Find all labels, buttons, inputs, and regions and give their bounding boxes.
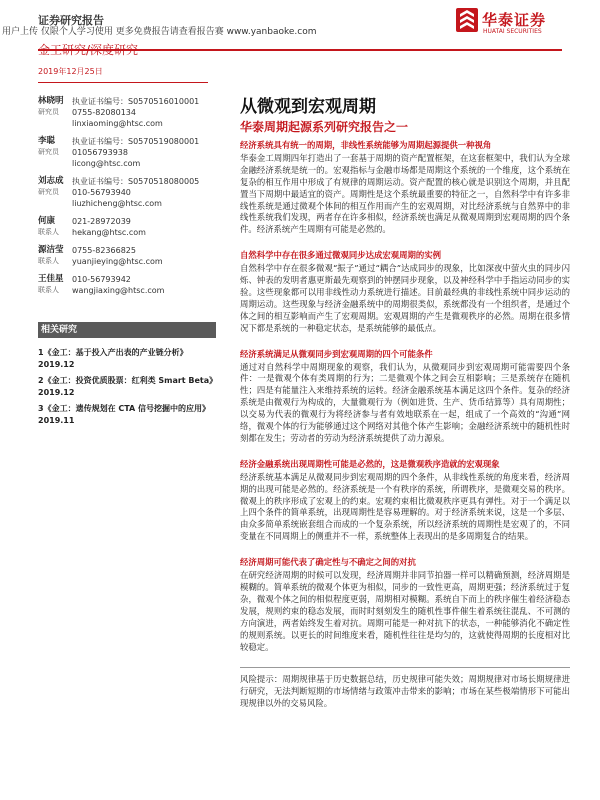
analyst-role: 联系人 <box>38 228 59 236</box>
analyst-phone: 010-56793942 <box>72 275 131 284</box>
related-research-item[interactable]: 3《金工：遗传规划在 CTA 信号挖掘中的应用》2019.11 <box>38 404 211 425</box>
section-paragraph: 在研究经济周期的时候可以发现，经济周期并非同节拍器一样可以精确预测，经济周期是模糊的。简单系统的微观个体更为相似，同步的一致性更高，周期更强；经济系统过于复杂，微观个体之间的相似程度更弱，周期相对模糊。系统自下而上的秩序催生着经济稳态发展，规则约束的稳态发展，而时时刻刻发生的随机性事件催生着系统往混乱、不可测的方向演进，两者始终发生着对抗。周期可能是一种对抗下的状态，一种能够消化不确定性的规则系统。以更长的时间维度来看，随机性往往是均匀的，这就使得周期的长度相对比较稳定。 <box>240 570 570 652</box>
logo-chinese-name: 华泰证券 <box>482 11 547 29</box>
analyst-name: 林晓明 <box>38 96 64 106</box>
section-paragraph: 经济系统基本满足从微观同步到宏观周期的四个条件，从非线性系统的角度来看，经济周期的出现可能是必然的。经济系统是一个有秩序的系统，所谓秩序，是微观交易的秩序。微观上的秩序形成了宏观上的约束。宏观约束相比微观秩序更具有弹性。对于一个满足以上四个条件的简单系统，出现周期性是容易理解的。对于经济系统来说，这是一个多层、由众多简单系统嵌套组合而成的一个复杂系统，所以经济系统的周期性是宏观了的，不同变量在不同周期上的侧重并不一样，系统整体上表现出的是多周期复合的结果。 <box>240 471 570 542</box>
section-paragraph: 华泰金工周期四年打造出了一套基于周期的资产配置框架，在这套框架中，我们认为全球金融经济系统是统一的。宏观指标与金融市场都是周期这个系统的一个维度，这个系统在复杂的相互作用中形成了有规律的周期运动。资产配置的核心就是识别这个周期，并且配置当下周期中最适宜的资产。周期性是这个系统最重要的特征之一，自然科学中有许多非线性系统是通过微观个体间的相互作用而产生的宏观周期，对比经济系统与自然界中的非线性系统我们发现，两者存在许多相似，经济系统也满足从微观周期到宏观周期的四个条件。经济系统产生周期有可能是必然的。 <box>240 152 570 235</box>
analyst-card <box>38 96 216 129</box>
related-research-list <box>38 347 214 431</box>
analyst-role: 研究员 <box>38 148 59 156</box>
section-paragraph: 通过对自然科学中周期现象的观察，我们认为，从微观同步到宏观周期可能需要四个条件：一是微观个体有类周期的行为；二是微观个体之间会互相影响；三是系统存在随机性；四是有能量注入来维持系统的运转。经济金融系统基本满足这四个条件。复杂的经济系统是由微观行为构成的，大量微观行为（例如进货、生产、货币结算等）具有周期性；以交易为代表的微观行为将经济参与者有效地联系在一起，组成了一个高效的“沟通”网络，微观个体的行为能够通过这个网络对其他个体产生影响；金融经济系统中的随机性时刻都在发生；劳动者的劳动为经济系统提供了动力源泉。 <box>240 361 570 443</box>
analyst-list <box>38 96 216 303</box>
huatai-logo-icon <box>456 8 478 32</box>
logo-english-name: HUATAI SECURITIES <box>483 28 542 35</box>
watermark-text: 用户上传 仅限个人学习使用 更多免费报告请查看报告赛 www.yanbaoke.com <box>2 27 317 37</box>
analyst-name: 何康 <box>38 216 56 226</box>
analyst-phone: 01056793938 <box>72 148 128 157</box>
analyst-card <box>38 216 216 238</box>
analyst-card <box>38 274 216 296</box>
analyst-card <box>38 245 216 267</box>
date-divider <box>38 82 208 83</box>
analyst-email[interactable]: hekang@htsc.com <box>72 228 146 237</box>
analyst-phone: 0755-82080134 <box>72 108 136 117</box>
analyst-role: 研究员 <box>38 188 59 196</box>
risk-warning: 风险提示：周期规律基于历史数据总结，历史规律可能失效；周期规律对市场长期规律进行研究，无法判断短期的市场情绪与政策冲击带来的影响；市场在某些极端情形下可能出现规律以外的交易风险。 <box>240 667 570 710</box>
section-heading: 经济周期可能代表了确定性与不确定之间的对抗 <box>240 557 416 568</box>
analyst-name: 刘志成 <box>38 176 64 186</box>
analyst-email[interactable]: wangjiaxing@htsc.com <box>72 286 165 295</box>
report-category: 金工研究/深度研究 <box>38 43 139 57</box>
analyst-phone: 021-28972039 <box>72 217 131 226</box>
analyst-name: 李聪 <box>38 136 56 146</box>
related-research-item[interactable]: 1《金工：基于投入产出表的产业链分析》2019.12 <box>38 348 188 369</box>
section-paragraph: 自然科学中存在很多微观“振子”通过“耦合”达成同步的现象，比如深夜中萤火虫的同步闪烁、钟表的发明者惠更斯最先观察到的钟摆同步现象，以及神经科学中手指运动同步的实验。这些现象都可以用非线性动力系统进行描述。目前最经典的非线性系统中同步运动的周期运动。这些现象与经济金融系统中的周期很类似，系统都没有一个组织者，是通过个体之间的相互影响而产生了宏观周期。宏观周期的产生是微观秩序的必然。周期在很多情况下都是系统的一种稳定状态，是系统能够的最低点。 <box>240 263 570 333</box>
report-body <box>240 140 570 710</box>
huatai-logo <box>456 6 566 40</box>
analyst-role: 联系人 <box>38 257 59 265</box>
analyst-email[interactable]: linxiaoming@htsc.com <box>72 119 163 128</box>
related-research-header: 相关研究 <box>38 322 216 338</box>
report-subtitle: 华泰周期起源系列研究报告之一 <box>240 120 409 134</box>
analyst-card <box>38 176 216 209</box>
section-heading: 经济系统具有统一的周期，非线性系统能够为周期起源提供一种视角 <box>240 140 492 150</box>
section-heading: 经济系统满足从微观同步到宏观周期的四个可能条件 <box>240 348 433 359</box>
analyst-email[interactable]: yuanjieying@htsc.com <box>72 257 163 266</box>
analyst-license: 执业证书编号：S0570516010001 <box>72 97 200 106</box>
report-date: 2019年12月25日 <box>38 67 103 76</box>
analyst-email[interactable]: liuzhicheng@htsc.com <box>72 199 162 208</box>
analyst-name: 王佳星 <box>38 274 64 284</box>
analyst-name: 源洁莹 <box>38 245 64 255</box>
section-heading: 自然科学中存在很多通过微观同步达成宏观周期的实例 <box>240 250 441 261</box>
analyst-license: 执业证书编号：S0570519080001 <box>72 137 200 146</box>
analyst-license: 执业证书编号：S0570518080005 <box>72 177 200 186</box>
analyst-role: 联系人 <box>38 286 59 294</box>
section-heading: 经济金融系统出现周期性可能是必然的，这是微观秩序造就的宏观现象 <box>240 458 500 469</box>
report-type: 证券研究报告 <box>38 14 104 27</box>
analyst-phone: 0755-82366825 <box>72 246 136 255</box>
analyst-role: 研究员 <box>38 108 59 116</box>
analyst-card <box>38 136 216 169</box>
report-title: 从微观到宏观周期 <box>240 97 376 117</box>
analyst-email[interactable]: licong@htsc.com <box>72 159 141 168</box>
analyst-phone: 010-56793940 <box>72 188 131 197</box>
related-research-item[interactable]: 2《金工：投资优质股票：红利类 Smart Beta》2019.12 <box>38 376 214 397</box>
